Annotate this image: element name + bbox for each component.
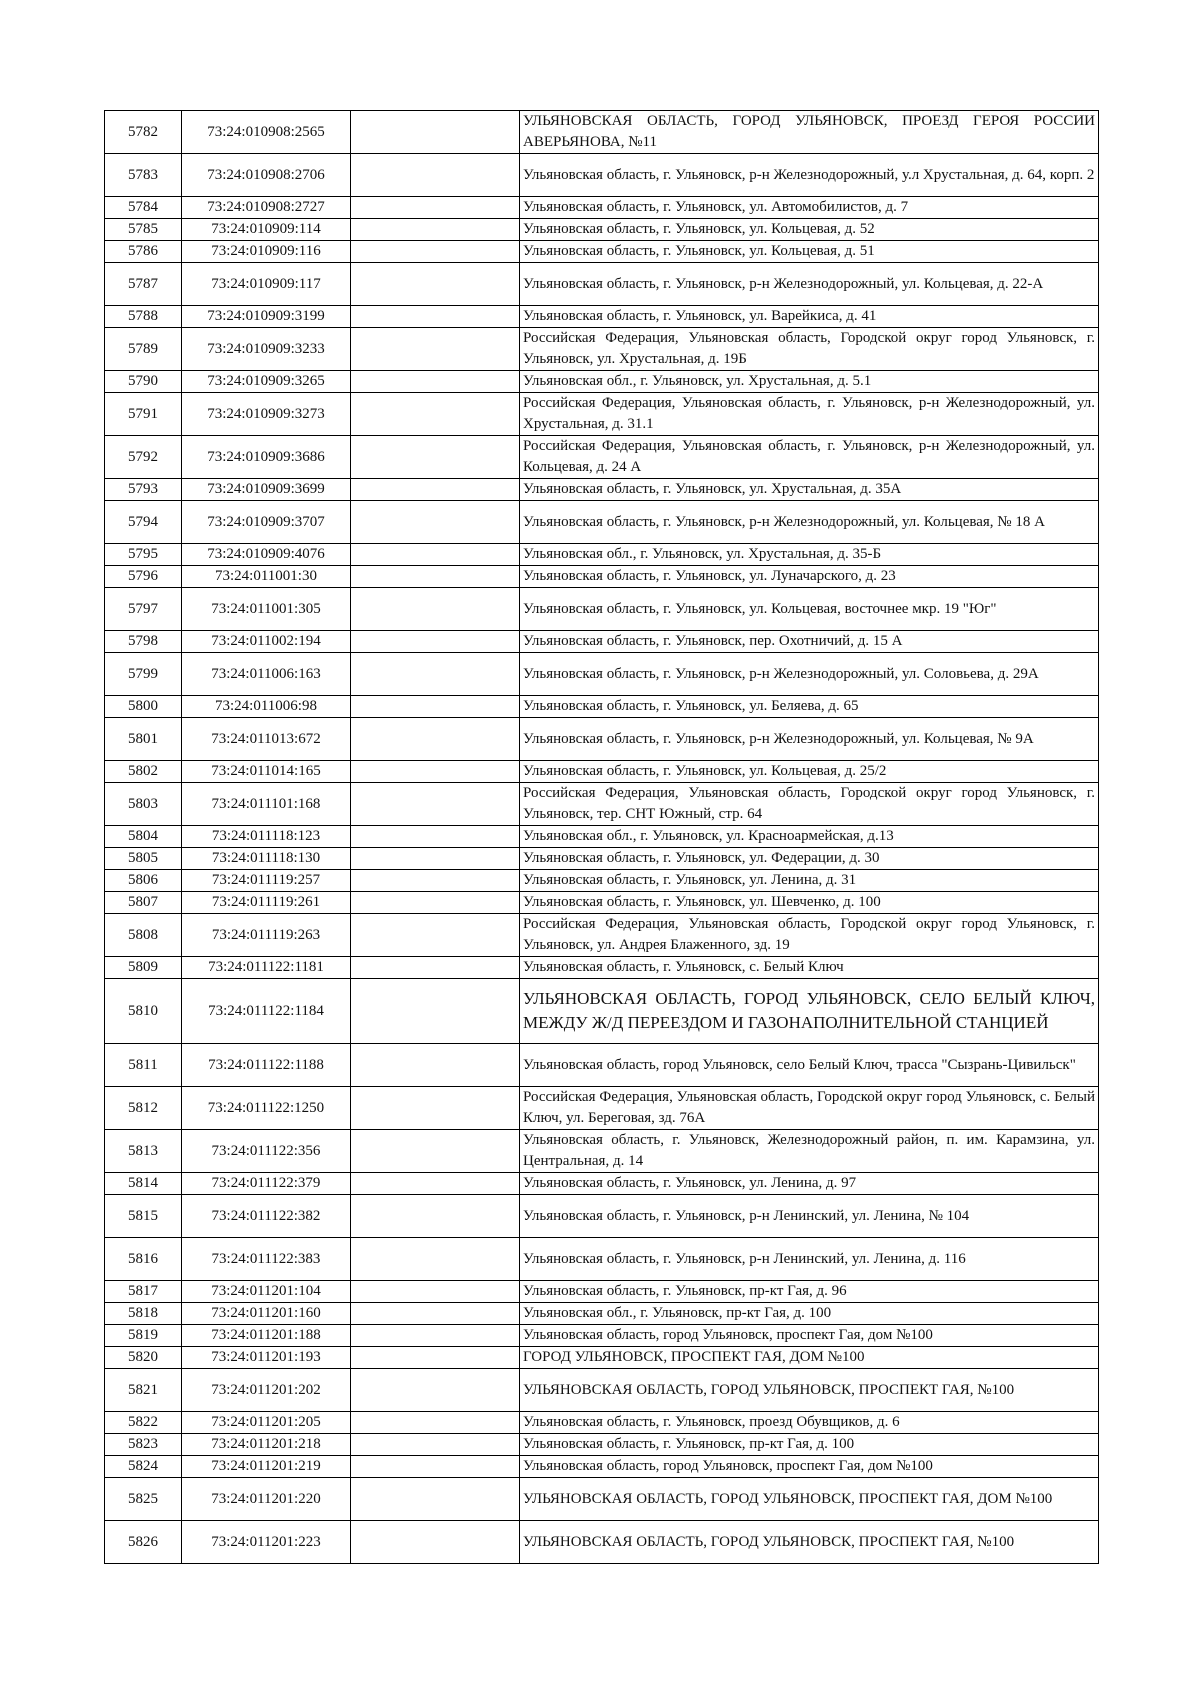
cadastral-number: 73:24:011201:193: [182, 1347, 351, 1369]
empty-cell: [351, 1369, 520, 1412]
empty-cell: [351, 1325, 520, 1347]
row-number: 5804: [105, 826, 182, 848]
table-row: [105, 1456, 1099, 1478]
row-number: 5805: [105, 848, 182, 870]
address: Ульяновская область, г. Ульяновск, Железнодорожный район, п. им. Карамзина, ул. Центральная, д. 14: [520, 1130, 1099, 1173]
row-number: 5793: [105, 479, 182, 501]
cadastral-number: 73:24:011002:194: [182, 631, 351, 653]
row-number: 5791: [105, 393, 182, 436]
address: Российская Федерация, Ульяновская область, Городской округ город Ульяновск, г. Ульяновск, ул. Андрея Блаженного, зд. 19: [520, 914, 1099, 957]
address: УЛЬЯНОВСКАЯ ОБЛАСТЬ, ГОРОД УЛЬЯНОВСК, СЕЛО БЕЛЫЙ КЛЮЧ, МЕЖДУ Ж/Д ПЕРЕЕЗДОМ И ГАЗОНАПОЛНИТЕЛЬНОЙ СТАНЦИЕЙ: [520, 979, 1099, 1044]
cadastral-number: 73:24:010909:3265: [182, 371, 351, 393]
table-row: [105, 1195, 1099, 1238]
address: Ульяновская область, г. Ульяновск, проезд Обувщиков, д. 6: [520, 1412, 1099, 1434]
address: Ульяновская область, г. Ульяновск, пр-кт Гая, д. 100: [520, 1434, 1099, 1456]
address: Российская Федерация, Ульяновская область, Городской округ город Ульяновск, г. Ульяновск, тер. СНТ Южный, стр. 64: [520, 783, 1099, 826]
empty-cell: [351, 826, 520, 848]
row-number: 5786: [105, 241, 182, 263]
row-number: 5788: [105, 306, 182, 328]
row-number: 5800: [105, 696, 182, 718]
row-number: 5819: [105, 1325, 182, 1347]
address: Ульяновская область, г. Ульяновск, ул. Кольцевая, д. 52: [520, 219, 1099, 241]
address: Ульяновская область, г. Ульяновск, р-н Железнодорожный, ул. Кольцевая, № 9А: [520, 718, 1099, 761]
table-row: [105, 154, 1099, 197]
cadastral-number: 73:24:011201:223: [182, 1521, 351, 1564]
table-row: [105, 1325, 1099, 1347]
table-row: [105, 631, 1099, 653]
empty-cell: [351, 1130, 520, 1173]
row-number: 5785: [105, 219, 182, 241]
row-number: 5822: [105, 1412, 182, 1434]
table-row: [105, 957, 1099, 979]
table-row: [105, 1412, 1099, 1434]
address: Российская Федерация, Ульяновская область, г. Ульяновск, р-н Железнодорожный, ул. Хрустальная, д. 31.1: [520, 393, 1099, 436]
empty-cell: [351, 1456, 520, 1478]
empty-cell: [351, 1303, 520, 1325]
address: ГОРОД УЛЬЯНОВСК, ПРОСПЕКТ ГАЯ, ДОМ №100: [520, 1347, 1099, 1369]
empty-cell: [351, 479, 520, 501]
address: Ульяновская область, г. Ульяновск, р-н Железнодорожный, ул. Кольцевая, № 18 А: [520, 501, 1099, 544]
address: Ульяновская область, г. Ульяновск, ул. Хрустальная, д. 35А: [520, 479, 1099, 501]
table-row: [105, 328, 1099, 371]
empty-cell: [351, 892, 520, 914]
address: УЛЬЯНОВСКАЯ ОБЛАСТЬ, ГОРОД УЛЬЯНОВСК, ПРОСПЕКТ ГАЯ, ДОМ №100: [520, 1478, 1099, 1521]
table-row: [105, 479, 1099, 501]
address: УЛЬЯНОВСКАЯ ОБЛАСТЬ, ГОРОД УЛЬЯНОВСК, ПРОСПЕКТ ГАЯ, №100: [520, 1521, 1099, 1564]
table-row: [105, 241, 1099, 263]
row-number: 5818: [105, 1303, 182, 1325]
row-number: 5789: [105, 328, 182, 371]
row-number: 5787: [105, 263, 182, 306]
row-number: 5784: [105, 197, 182, 219]
cadastral-number: 73:24:011006:98: [182, 696, 351, 718]
address: Ульяновская область, город Ульяновск, село Белый Ключ, трасса "Сызрань-Цивильск": [520, 1044, 1099, 1087]
cadastral-number: 73:24:010909:114: [182, 219, 351, 241]
table-row: [105, 653, 1099, 696]
cadastral-number: 73:24:011122:1184: [182, 979, 351, 1044]
cadastral-number: 73:24:010909:117: [182, 263, 351, 306]
table-row: [105, 826, 1099, 848]
table-row: [105, 111, 1099, 154]
address: УЛЬЯНОВСКАЯ ОБЛАСТЬ, ГОРОД УЛЬЯНОВСК, ПРОЕЗД ГЕРОЯ РОССИИ АВЕРЬЯНОВА, №11: [520, 111, 1099, 154]
cadastral-number: 73:24:011122:1188: [182, 1044, 351, 1087]
empty-cell: [351, 870, 520, 892]
row-number: 5797: [105, 588, 182, 631]
cadastral-number: 73:24:010909:3699: [182, 479, 351, 501]
cadastral-number: 73:24:011201:219: [182, 1456, 351, 1478]
empty-cell: [351, 1195, 520, 1238]
table-row: [105, 1281, 1099, 1303]
cadastral-number: 73:24:011119:261: [182, 892, 351, 914]
table-row: [105, 783, 1099, 826]
table-row: [105, 1044, 1099, 1087]
table-row: [105, 761, 1099, 783]
cadastral-number: 73:24:011001:30: [182, 566, 351, 588]
row-number: 5796: [105, 566, 182, 588]
table-row: [105, 696, 1099, 718]
table-row: [105, 914, 1099, 957]
address: Ульяновская область, г. Ульяновск, р-н Ленинский, ул. Ленина, д. 116: [520, 1238, 1099, 1281]
empty-cell: [351, 111, 520, 154]
empty-cell: [351, 1347, 520, 1369]
empty-cell: [351, 1281, 520, 1303]
address: Ульяновская область, г. Ульяновск, р-н Ленинский, ул. Ленина, № 104: [520, 1195, 1099, 1238]
row-number: 5816: [105, 1238, 182, 1281]
row-number: 5794: [105, 501, 182, 544]
row-number: 5795: [105, 544, 182, 566]
address: Российская Федерация, Ульяновская область, г. Ульяновск, р-н Железнодорожный, ул. Кольцевая, д. 24 А: [520, 436, 1099, 479]
row-number: 5798: [105, 631, 182, 653]
address: Ульяновская обл., г. Ульяновск, ул. Хрустальная, д. 5.1: [520, 371, 1099, 393]
row-number: 5825: [105, 1478, 182, 1521]
table-row: [105, 263, 1099, 306]
empty-cell: [351, 979, 520, 1044]
cadastral-number: 73:24:010909:3199: [182, 306, 351, 328]
address: Ульяновская область, г. Ульяновск, с. Белый Ключ: [520, 957, 1099, 979]
row-number: 5823: [105, 1434, 182, 1456]
cadastral-number: 73:24:010909:3686: [182, 436, 351, 479]
property-table: [104, 110, 1099, 1564]
empty-cell: [351, 1478, 520, 1521]
row-number: 5811: [105, 1044, 182, 1087]
row-number: 5806: [105, 870, 182, 892]
address: Ульяновская область, г. Ульяновск, ул. Кольцевая, д. 51: [520, 241, 1099, 263]
cadastral-number: 73:24:010908:2565: [182, 111, 351, 154]
address: Ульяновская обл., г. Ульяновск, пр-кт Гая, д. 100: [520, 1303, 1099, 1325]
table-row: [105, 544, 1099, 566]
cadastral-number: 73:24:011122:383: [182, 1238, 351, 1281]
empty-cell: [351, 1412, 520, 1434]
empty-cell: [351, 197, 520, 219]
empty-cell: [351, 501, 520, 544]
empty-cell: [351, 1173, 520, 1195]
row-number: 5817: [105, 1281, 182, 1303]
row-number: 5782: [105, 111, 182, 154]
cadastral-number: 73:24:011201:202: [182, 1369, 351, 1412]
address: Ульяновская область, г. Ульяновск, ул. Кольцевая, восточнее мкр. 19 "Юг": [520, 588, 1099, 631]
table-row: [105, 393, 1099, 436]
row-number: 5801: [105, 718, 182, 761]
row-number: 5824: [105, 1456, 182, 1478]
empty-cell: [351, 914, 520, 957]
address: Ульяновская область, город Ульяновск, проспект Гая, дом №100: [520, 1325, 1099, 1347]
cadastral-number: 73:24:011014:165: [182, 761, 351, 783]
row-number: 5802: [105, 761, 182, 783]
empty-cell: [351, 1044, 520, 1087]
address: Ульяновская область, г. Ульяновск, ул. Беляева, д. 65: [520, 696, 1099, 718]
address: Ульяновская область, г. Ульяновск, ул. Федерации, д. 30: [520, 848, 1099, 870]
cadastral-number: 73:24:011101:168: [182, 783, 351, 826]
empty-cell: [351, 1434, 520, 1456]
empty-cell: [351, 371, 520, 393]
row-number: 5810: [105, 979, 182, 1044]
row-number: 5808: [105, 914, 182, 957]
table-row: [105, 219, 1099, 241]
cadastral-number: 73:24:011122:1250: [182, 1087, 351, 1130]
empty-cell: [351, 653, 520, 696]
address: Ульяновская область, город Ульяновск, проспект Гая, дом №100: [520, 1456, 1099, 1478]
empty-cell: [351, 154, 520, 197]
cadastral-number: 73:24:011201:188: [182, 1325, 351, 1347]
cadastral-number: 73:24:011201:160: [182, 1303, 351, 1325]
row-number: 5807: [105, 892, 182, 914]
row-number: 5820: [105, 1347, 182, 1369]
empty-cell: [351, 1087, 520, 1130]
cadastral-number: 73:24:011122:1181: [182, 957, 351, 979]
empty-cell: [351, 219, 520, 241]
row-number: 5803: [105, 783, 182, 826]
cadastral-number: 73:24:011122:379: [182, 1173, 351, 1195]
row-number: 5815: [105, 1195, 182, 1238]
cadastral-number: 73:24:011201:104: [182, 1281, 351, 1303]
empty-cell: [351, 1238, 520, 1281]
empty-cell: [351, 848, 520, 870]
cadastral-number: 73:24:011006:163: [182, 653, 351, 696]
empty-cell: [351, 631, 520, 653]
table-row: [105, 1087, 1099, 1130]
table-row: [105, 870, 1099, 892]
table-row: [105, 1238, 1099, 1281]
address: УЛЬЯНОВСКАЯ ОБЛАСТЬ, ГОРОД УЛЬЯНОВСК, ПРОСПЕКТ ГАЯ, №100: [520, 1369, 1099, 1412]
address: Ульяновская обл., г. Ульяновск, ул. Красноармейская, д.13: [520, 826, 1099, 848]
cadastral-number: 73:24:011122:382: [182, 1195, 351, 1238]
cadastral-number: 73:24:010909:4076: [182, 544, 351, 566]
empty-cell: [351, 328, 520, 371]
row-number: 5813: [105, 1130, 182, 1173]
cadastral-number: 73:24:011122:356: [182, 1130, 351, 1173]
empty-cell: [351, 783, 520, 826]
address: Ульяновская область, г. Ульяновск, р-н Железнодорожный, у.л Хрустальная, д. 64, корп. 2: [520, 154, 1099, 197]
cadastral-number: 73:24:011201:220: [182, 1478, 351, 1521]
empty-cell: [351, 957, 520, 979]
address: Ульяновская обл., г. Ульяновск, ул. Хрустальная, д. 35-Б: [520, 544, 1099, 566]
table-row: [105, 1369, 1099, 1412]
table-row: [105, 1434, 1099, 1456]
row-number: 5809: [105, 957, 182, 979]
table-row: [105, 718, 1099, 761]
cadastral-number: 73:24:010909:3273: [182, 393, 351, 436]
cadastral-number: 73:24:010909:3233: [182, 328, 351, 371]
empty-cell: [351, 544, 520, 566]
address: Российская Федерация, Ульяновская область, Городской округ город Ульяновск, с. Белый Ключ, ул. Береговая, зд. 76А: [520, 1087, 1099, 1130]
empty-cell: [351, 1521, 520, 1564]
row-number: 5799: [105, 653, 182, 696]
table-row: [105, 848, 1099, 870]
address: Ульяновская область, г. Ульяновск, ул. Шевченко, д. 100: [520, 892, 1099, 914]
empty-cell: [351, 263, 520, 306]
empty-cell: [351, 566, 520, 588]
table-row: [105, 1347, 1099, 1369]
address: Российская Федерация, Ульяновская область, Городской округ город Ульяновск, г. Ульяновск, ул. Хрустальная, д. 19Б: [520, 328, 1099, 371]
empty-cell: [351, 718, 520, 761]
cadastral-number: 73:24:011119:257: [182, 870, 351, 892]
empty-cell: [351, 393, 520, 436]
row-number: 5821: [105, 1369, 182, 1412]
row-number: 5790: [105, 371, 182, 393]
table-row: [105, 566, 1099, 588]
table-row: [105, 1303, 1099, 1325]
address: Ульяновская область, г. Ульяновск, р-н Железнодорожный, ул. Соловьева, д. 29А: [520, 653, 1099, 696]
cadastral-number: 73:24:011119:263: [182, 914, 351, 957]
cadastral-number: 73:24:010909:116: [182, 241, 351, 263]
cadastral-number: 73:24:010908:2706: [182, 154, 351, 197]
row-number: 5783: [105, 154, 182, 197]
cadastral-number: 73:24:011201:218: [182, 1434, 351, 1456]
address: Ульяновская область, г. Ульяновск, ул. Варейкиса, д. 41: [520, 306, 1099, 328]
table-row: [105, 1478, 1099, 1521]
cadastral-number: 73:24:011118:130: [182, 848, 351, 870]
empty-cell: [351, 306, 520, 328]
cadastral-number: 73:24:011001:305: [182, 588, 351, 631]
address: Ульяновская область, г. Ульяновск, ул. Ленина, д. 31: [520, 870, 1099, 892]
table-row: [105, 1130, 1099, 1173]
address: Ульяновская область, г. Ульяновск, ул. Кольцевая, д. 25/2: [520, 761, 1099, 783]
table-row: [105, 306, 1099, 328]
table-row: [105, 892, 1099, 914]
empty-cell: [351, 436, 520, 479]
address: Ульяновская область, г. Ульяновск, ул. Автомобилистов, д. 7: [520, 197, 1099, 219]
cadastral-number: 73:24:011201:205: [182, 1412, 351, 1434]
cadastral-number: 73:24:011118:123: [182, 826, 351, 848]
table-row: [105, 588, 1099, 631]
address: Ульяновская область, г. Ульяновск, пер. Охотничий, д. 15 А: [520, 631, 1099, 653]
address: Ульяновская область, г. Ульяновск, ул. Луначарского, д. 23: [520, 566, 1099, 588]
table-row: [105, 979, 1099, 1044]
address: Ульяновская область, г. Ульяновск, пр-кт Гая, д. 96: [520, 1281, 1099, 1303]
address: Ульяновская область, г. Ульяновск, р-н Железнодорожный, ул. Кольцевая, д. 22-А: [520, 263, 1099, 306]
table-body: [105, 111, 1099, 1564]
table-row: [105, 371, 1099, 393]
document-page: [104, 110, 1099, 1564]
address: Ульяновская область, г. Ульяновск, ул. Ленина, д. 97: [520, 1173, 1099, 1195]
empty-cell: [351, 241, 520, 263]
row-number: 5812: [105, 1087, 182, 1130]
empty-cell: [351, 588, 520, 631]
cadastral-number: 73:24:010909:3707: [182, 501, 351, 544]
empty-cell: [351, 696, 520, 718]
table-row: [105, 501, 1099, 544]
row-number: 5826: [105, 1521, 182, 1564]
cadastral-number: 73:24:011013:672: [182, 718, 351, 761]
row-number: 5814: [105, 1173, 182, 1195]
cadastral-number: 73:24:010908:2727: [182, 197, 351, 219]
table-row: [105, 1173, 1099, 1195]
empty-cell: [351, 761, 520, 783]
table-row: [105, 436, 1099, 479]
row-number: 5792: [105, 436, 182, 479]
table-row: [105, 1521, 1099, 1564]
table-row: [105, 197, 1099, 219]
